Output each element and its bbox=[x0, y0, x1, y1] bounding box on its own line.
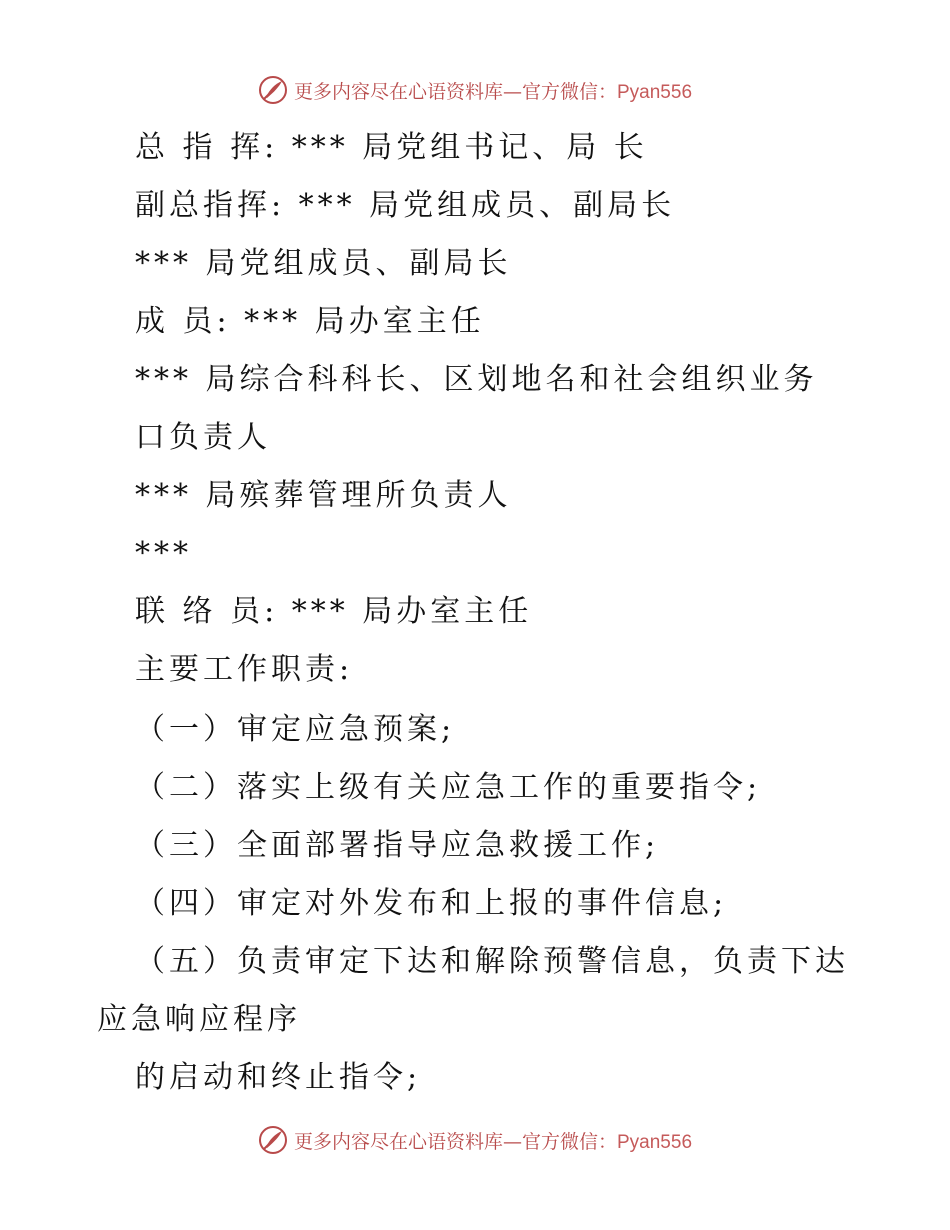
banner-slogan: 更多内容尽在心语资料库—官方微信： bbox=[293, 1130, 617, 1153]
header-banner bbox=[0, 70, 950, 110]
text-line: 成 员: *** 局办室主任 bbox=[135, 304, 485, 339]
text-line: 总 指 挥: *** 局党组书记、局 长 bbox=[135, 130, 648, 165]
text-line: 主要工作职责: bbox=[135, 652, 354, 687]
footer-banner-text bbox=[294, 1127, 692, 1154]
text-line: *** 局殡葬管理所负责人 bbox=[135, 478, 512, 513]
list-item: （四）审定对外发布和上报的事件信息; bbox=[135, 886, 728, 921]
feather-logo-icon bbox=[258, 1125, 288, 1155]
header-banner-text bbox=[294, 77, 692, 104]
banner-slogan: 更多内容尽在心语资料库—官方微信： bbox=[293, 80, 617, 103]
text-line: *** 局综合科科长、区划地名和社会组织业务 bbox=[135, 362, 818, 397]
list-item: （三）全面部署指导应急救援工作; bbox=[135, 828, 660, 863]
banner-handle: Pyan556 bbox=[617, 1131, 693, 1153]
list-item: （五）负责审定下达和解除预警信息，负责下达 bbox=[135, 944, 849, 979]
text-line: 联 络 员: *** 局办室主任 bbox=[135, 594, 533, 629]
list-item: （一）审定应急预案; bbox=[135, 712, 456, 747]
text-line: *** bbox=[135, 536, 192, 571]
text-line: *** 局党组成员、副局长 bbox=[135, 246, 512, 281]
text-line: 口负责人 bbox=[135, 420, 271, 455]
list-item: （二）落实上级有关应急工作的重要指令; bbox=[135, 770, 762, 805]
banner-handle: Pyan556 bbox=[617, 81, 693, 103]
footer-banner bbox=[0, 1120, 950, 1160]
feather-logo-icon bbox=[258, 75, 288, 105]
text-line: 副总指挥: *** 局党组成员、副局长 bbox=[135, 188, 676, 223]
text-line-continuation: 应急响应程序 bbox=[97, 1002, 301, 1037]
text-line: 的启动和终止指令; bbox=[135, 1060, 422, 1095]
